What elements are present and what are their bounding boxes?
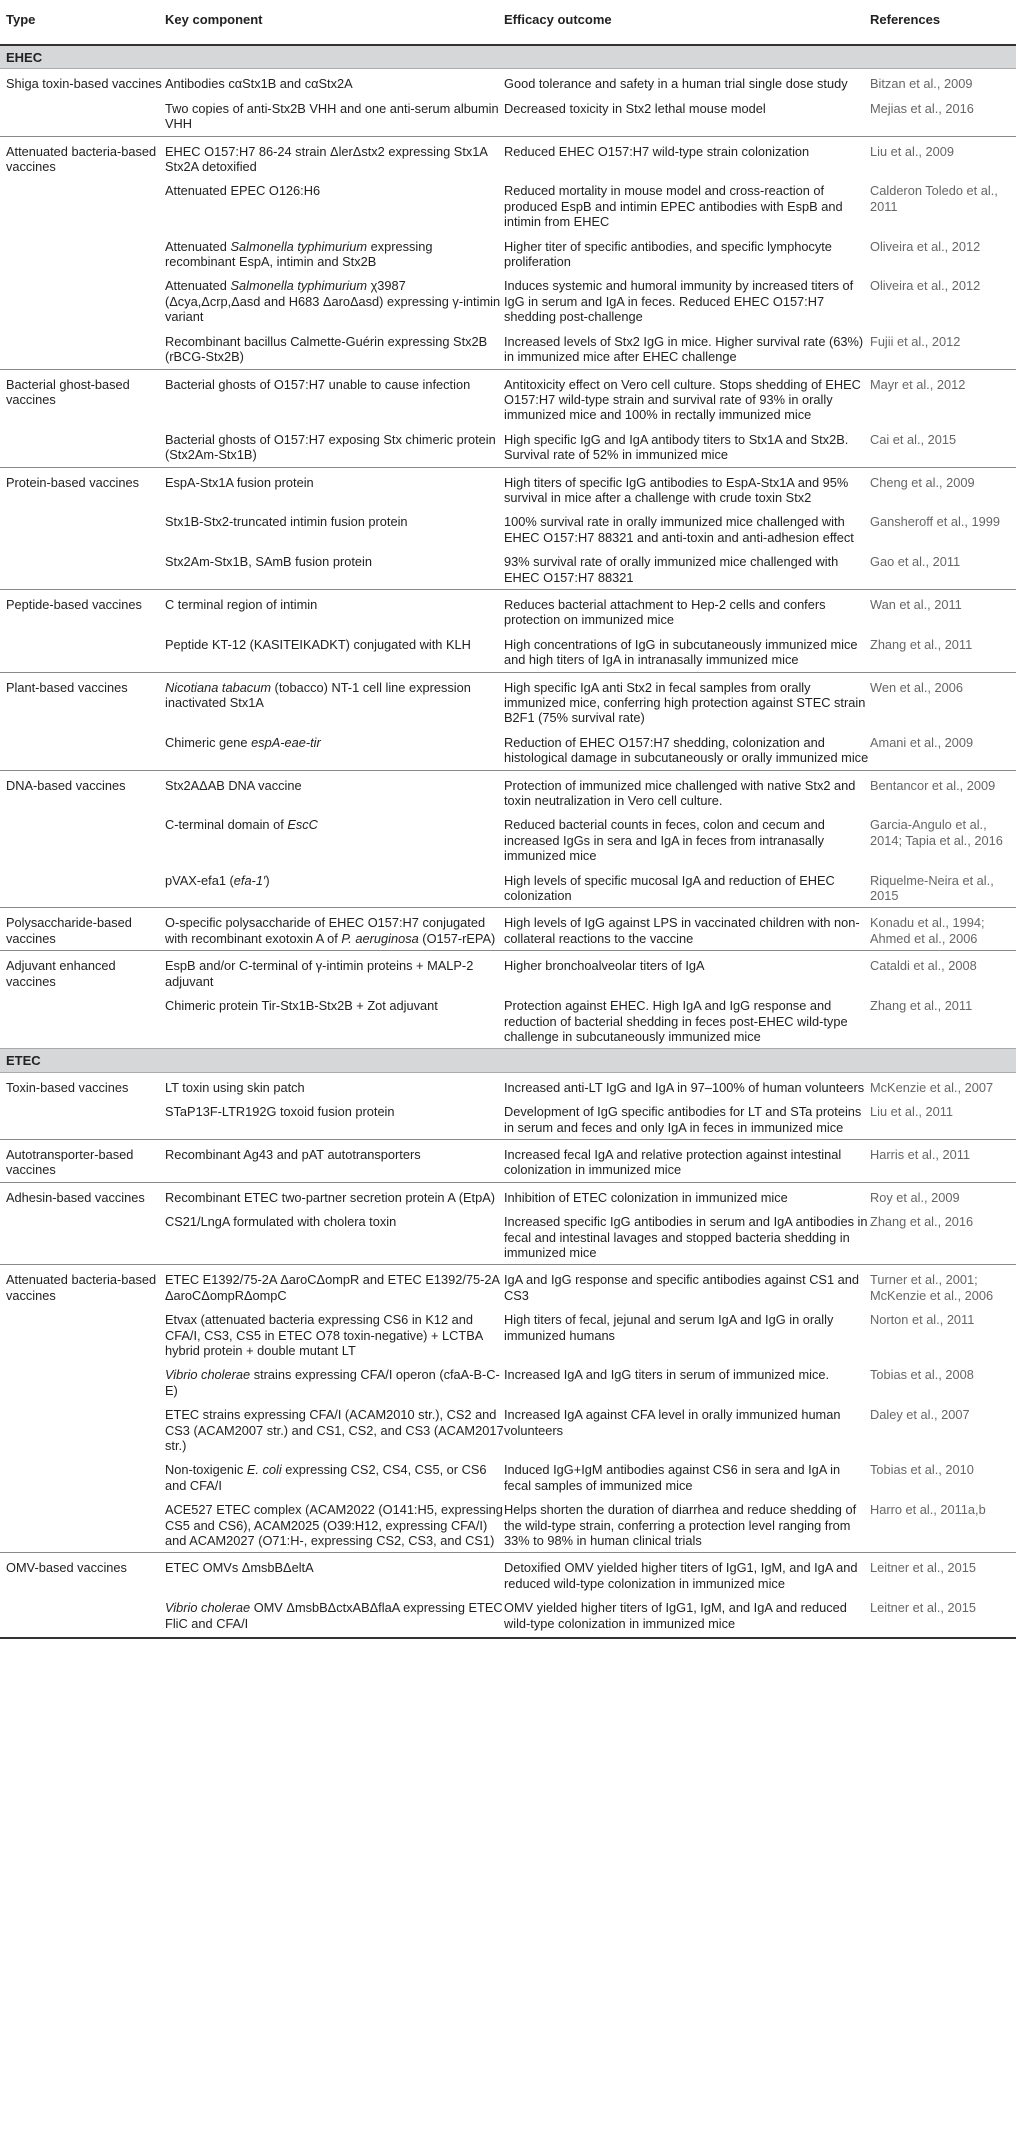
cell-type <box>0 1362 165 1402</box>
cell-reference: Norton et al., 2011 <box>870 1312 975 1328</box>
cell-key-component: C terminal region of intimin <box>165 589 504 631</box>
cell-type <box>0 273 165 328</box>
cell-key-component: Chimeric protein Tir-Stx1B-Stx2B + Zot adjuvant <box>165 998 438 1014</box>
table-row <box>0 672 1016 730</box>
cell-efficacy-outcome: Helps shorten the duration of diarrhea and reduce shedding of the wild-type strain, conferring a protection level ranging from 33% to 98% in human clinical trials <box>504 1502 857 1549</box>
cell-key-component: C-terminal domain of EscC <box>165 817 318 833</box>
cell-efficacy-outcome: High specific IgG and IgA antibody titers to Stx1A and Stx2B. Survival rate of 52% in immunized mice <box>504 431 849 463</box>
cell-key-component: Attenuated EPEC O126:H6 <box>165 183 321 199</box>
table-row <box>0 509 1016 549</box>
cell-type <box>0 868 165 908</box>
cell-reference: Garcia-Angulo et al., 2014; Tapia et al., 2016 <box>870 817 1003 848</box>
cell-type <box>0 1402 165 1457</box>
cell-type <box>0 993 165 1049</box>
cell-efficacy-outcome: Reduced mortality in mouse model and cross-reaction of produced EspB and intimin EPEC antibodies with EspB and intimin from EHEC <box>504 183 843 230</box>
cell-key-component: ACE527 ETEC complex (ACAM2022 (O141:H5, expressing CS5 and CS6), ACAM2025 (O39:H12, expressing CFA/I) and ACAM2027 (O71:H-, expressing CS2, CS3, and CS1) <box>165 1502 503 1549</box>
cell-efficacy-outcome: Antitoxicity effect on Vero cell culture. Stops shedding of EHEC O157:H7 wild-type strain and survival rate of 93% in orally immunized mice and 100% in rectally immunized mice <box>504 369 870 427</box>
cell-key-component: ETEC OMVs ΔmsbBΔeltA <box>165 1553 504 1595</box>
cell-reference: Bentancor et al., 2009 <box>870 770 1016 812</box>
cell-efficacy-outcome: Reduction of EHEC O157:H7 shedding, colonization and histological damage in subcutaneously or orally immunized mice <box>504 734 869 766</box>
cell-type <box>0 509 165 549</box>
cell-reference: Amani et al., 2009 <box>870 734 974 750</box>
table-row <box>0 369 1016 427</box>
cell-key-component: Attenuated Salmonella typhimurium χ3987 (Δcya,Δcrp,Δasd and H683 ΔaroΔasd) expressing γ-intimin variant <box>165 278 501 325</box>
cell-key-component: O-specific polysaccharide of EHEC O157:H7 conjugated with recombinant exotoxin A of P. aeruginosa (O157-rEPA) <box>165 908 504 951</box>
cell-reference: Oliveira et al., 2012 <box>870 238 981 254</box>
header-key-component: Key component <box>165 0 504 45</box>
table-row <box>0 1595 1016 1638</box>
cell-efficacy-outcome: Detoxified OMV yielded higher titers of IgG1, IgM, and IgA and reduced wild-type colonization in immunized mice <box>504 1553 870 1595</box>
cell-efficacy-outcome: OMV yielded higher titers of IgG1, IgM, and IgA and reduced wild-type colonization in immunized mice <box>504 1595 870 1638</box>
table-row <box>0 1553 1016 1595</box>
cell-type: Plant-based vaccines <box>0 672 165 730</box>
cell-type <box>0 812 165 867</box>
header-row <box>0 0 1016 45</box>
cell-key-component: STaP13F-LTR192G toxoid fusion protein <box>165 1104 395 1120</box>
cell-type: Peptide-based vaccines <box>0 589 165 631</box>
table-row <box>0 1497 1016 1553</box>
cell-key-component: Attenuated Salmonella typhimurium expressing recombinant EspA, intimin and Stx2B <box>165 238 433 270</box>
cell-type <box>0 1457 165 1497</box>
table-row <box>0 1307 1016 1362</box>
cell-type: Polysaccharide-based vaccines <box>0 908 165 951</box>
cell-efficacy-outcome: Good tolerance and safety in a human trial single dose study <box>504 76 848 92</box>
cell-reference: Harro et al., 2011a,b <box>870 1502 986 1518</box>
cell-efficacy-outcome: 93% survival rate of orally immunized mice challenged with EHEC O157:H7 88321 <box>504 554 839 585</box>
cell-key-component: LT toxin using skin patch <box>165 1079 305 1095</box>
cell-type: OMV-based vaccines <box>0 1553 165 1595</box>
cell-reference: McKenzie et al., 2007 <box>870 1079 994 1095</box>
cell-reference: Riquelme-Neira et al., 2015 <box>870 872 994 904</box>
cell-efficacy-outcome: High concentrations of IgG in subcutaneously immunized mice and high titers of IgA in intranasally immunized mice <box>504 636 858 668</box>
cell-efficacy-outcome: Decreased toxicity in Stx2 lethal mouse model <box>504 100 766 116</box>
cell-key-component: Peptide KT-12 (KASITEIKADKT) conjugated with KLH <box>165 636 471 652</box>
cell-reference: Calderon Toledo et al., 2011 <box>870 183 998 214</box>
cell-efficacy-outcome: IgA and IgG response and specific antibodies against CS1 and CS3 <box>504 1265 870 1307</box>
header-references: References <box>870 0 1016 45</box>
cell-type: Attenuated bacteria-based vaccines <box>0 1265 165 1307</box>
table-row <box>0 178 1016 233</box>
cell-efficacy-outcome: Increased anti-LT IgG and IgA in 97–100% of human volunteers <box>504 1079 865 1095</box>
table-row <box>0 868 1016 908</box>
cell-efficacy-outcome: 100% survival rate in orally immunized mice challenged with EHEC O157:H7 88321 and anti-toxin and anti-adhesion effect <box>504 514 854 545</box>
cell-reference: Turner et al., 2001; McKenzie et al., 2006 <box>870 1265 1016 1307</box>
cell-type <box>0 427 165 467</box>
cell-type: Bacterial ghost-based vaccines <box>0 369 165 427</box>
cell-efficacy-outcome: Inhibition of ETEC colonization in immunized mice <box>504 1182 870 1209</box>
table-row <box>0 1265 1016 1307</box>
cell-key-component: ETEC E1392/75-2A ΔaroCΔompR and ETEC E1392/75-2A ΔaroCΔompRΔompC <box>165 1265 504 1307</box>
cell-key-component: CS21/LngA formulated with cholera toxin <box>165 1214 397 1230</box>
table-row <box>0 908 1016 951</box>
cell-type <box>0 730 165 770</box>
cell-key-component: Recombinant ETEC two-partner secretion protein A (EtpA) <box>165 1182 504 1209</box>
table-row <box>0 730 1016 770</box>
cell-efficacy-outcome: Increased fecal IgA and relative protection against intestinal colonization in immunized mice <box>504 1139 870 1182</box>
cell-efficacy-outcome: Increased IgA and IgG titers in serum of immunized mice. <box>504 1367 830 1383</box>
table-row <box>0 69 1016 96</box>
cell-type <box>0 549 165 589</box>
table-row <box>0 1362 1016 1402</box>
table-row <box>0 329 1016 369</box>
cell-type <box>0 1595 165 1638</box>
table-row <box>0 589 1016 631</box>
cell-type: Shiga toxin-based vaccines <box>6 76 162 92</box>
cell-type <box>0 1307 165 1362</box>
cell-type: Toxin-based vaccines <box>6 1079 129 1095</box>
table-row <box>0 549 1016 589</box>
cell-reference: Harris et al., 2011 <box>870 1139 1016 1182</box>
cell-reference: Liu et al., 2009 <box>870 136 1016 178</box>
cell-key-component: Etvax (attenuated bacteria expressing CS6 in K12 and CFA/I, CS3, CS5 in ETEC O78 toxin-negative) + LCTBA hybrid protein + double mutant LT <box>165 1312 483 1358</box>
cell-reference: Daley et al., 2007 <box>870 1407 970 1423</box>
cell-type: Attenuated bacteria-based vaccines <box>0 136 165 178</box>
table-row <box>0 273 1016 328</box>
cell-efficacy-outcome: High levels of specific mucosal IgA and reduction of EHEC colonization <box>504 872 835 904</box>
cell-key-component: Vibrio cholerae OMV ΔmsbBΔctxABΔflaA expressing ETEC FliC and CFA/I <box>165 1595 504 1638</box>
table-row <box>0 1099 1016 1139</box>
cell-reference: Gao et al., 2011 <box>870 554 961 570</box>
cell-reference: Konadu et al., 1994; Ahmed et al., 2006 <box>870 908 1016 951</box>
table-row <box>0 1139 1016 1182</box>
cell-efficacy-outcome: Increased levels of Stx2 IgG in mice. Higher survival rate (63%) in immunized mice after EHEC challenge <box>504 333 864 365</box>
cell-efficacy-outcome: Protection against EHEC. High IgA and IgG response and reduction of bacterial shedding in feces post-EHEC wild-type challenge in subcutaneously immunized mice <box>504 998 848 1044</box>
cell-key-component: EHEC O157:H7 86-24 strain ΔlerΔstx2 expressing Stx1A Stx2A detoxified <box>165 136 504 178</box>
table-row <box>0 96 1016 136</box>
cell-key-component: ETEC strains expressing CFA/I (ACAM2010 str.), CS2 and CS3 (ACAM2007 str.) and CS1, CS2, and CS3 (ACAM2017 str.) <box>165 1407 504 1454</box>
table-row <box>0 136 1016 178</box>
cell-type: Adjuvant enhanced vaccines <box>0 951 165 993</box>
cell-reference: Liu et al., 2011 <box>870 1104 954 1120</box>
cell-reference: Roy et al., 2009 <box>870 1182 1016 1209</box>
cell-efficacy-outcome: Reduces bacterial attachment to Hep-2 cells and confers protection on immunized mice <box>504 589 870 631</box>
header-efficacy-outcome: Efficacy outcome <box>504 0 870 45</box>
cell-efficacy-outcome: Induced IgG+IgM antibodies against CS6 in sera and IgA in fecal samples of immunized mice <box>504 1462 841 1493</box>
cell-efficacy-outcome: High titers of specific IgG antibodies to EspA-Stx1A and 95% survival in mice after a challenge with crude toxin Stx2 <box>504 467 870 509</box>
cell-key-component: EspB and/or C-terminal of γ-intimin proteins + MALP-2 adjuvant <box>165 951 504 993</box>
cell-key-component: Two copies of anti-Stx2B VHH and one anti-serum albumin VHH <box>165 100 499 132</box>
cell-key-component: Stx2AΔAB DNA vaccine <box>165 770 504 812</box>
cell-type: Autotransporter-based vaccines <box>0 1139 165 1182</box>
table-row <box>0 427 1016 467</box>
cell-reference: Wan et al., 2011 <box>870 589 1016 631</box>
cell-type: Protein-based vaccines <box>0 467 165 509</box>
cell-type <box>0 96 165 136</box>
cell-reference: Fujii et al., 2012 <box>870 333 961 349</box>
cell-efficacy-outcome: Reduced bacterial counts in feces, colon and cecum and increased IgGs in sera and IgA in feces from intranasally immunized mice <box>504 817 825 864</box>
cell-reference: Leitner et al., 2015 <box>870 1553 1016 1595</box>
section-title: ETEC <box>0 1049 1016 1072</box>
cell-key-component: Stx2Am-Stx1B, SAmB fusion protein <box>165 554 372 570</box>
cell-reference: Mejias et al., 2016 <box>870 100 974 116</box>
cell-reference: Oliveira et al., 2012 <box>870 278 981 294</box>
cell-reference: Tobias et al., 2008 <box>870 1367 974 1383</box>
cell-type: Adhesin-based vaccines <box>0 1182 165 1209</box>
cell-reference: Cheng et al., 2009 <box>870 467 1016 509</box>
section-header-row <box>0 45 1016 69</box>
cell-reference: Bitzan et al., 2009 <box>870 76 973 92</box>
cell-efficacy-outcome: High specific IgA anti Stx2 in fecal samples from orally immunized mice, conferring high protection against STEC strain B2F1 (75% survival rate) <box>504 672 870 730</box>
cell-reference: Tobias et al., 2010 <box>870 1462 974 1478</box>
table-row <box>0 467 1016 509</box>
cell-type <box>0 178 165 233</box>
cell-key-component: Stx1B-Stx2-truncated intimin fusion protein <box>165 514 408 530</box>
cell-type <box>0 1099 165 1139</box>
cell-type <box>0 1209 165 1265</box>
cell-efficacy-outcome: High levels of IgG against LPS in vaccinated children with non-collateral reactions to the vaccine <box>504 908 870 951</box>
cell-type <box>0 234 165 274</box>
cell-reference: Zhang et al., 2011 <box>870 998 973 1014</box>
cell-key-component: Recombinant bacillus Calmette-Guérin expressing Stx2B (rBCG-Stx2B) <box>165 333 488 365</box>
cell-key-component: Nicotiana tabacum (tobacco) NT-1 cell line expression inactivated Stx1A <box>165 672 504 730</box>
cell-key-component: Recombinant Ag43 and pAT autotransporters <box>165 1139 504 1182</box>
cell-efficacy-outcome: Reduced EHEC O157:H7 wild-type strain colonization <box>504 136 870 178</box>
table-row <box>0 632 1016 672</box>
table-row <box>0 1457 1016 1497</box>
table-row <box>0 234 1016 274</box>
cell-type: DNA-based vaccines <box>0 770 165 812</box>
cell-key-component: Chimeric gene espA-eae-tir <box>165 734 321 750</box>
cell-efficacy-outcome: Development of IgG specific antibodies for LT and STa proteins in serum and feces and only IgA in feces in immunized mice <box>504 1104 862 1135</box>
cell-efficacy-outcome: Higher bronchoalveolar titers of IgA <box>504 951 870 993</box>
cell-key-component: Antibodies cαStx1B and cαStx2A <box>165 76 353 92</box>
cell-reference: Wen et al., 2006 <box>870 672 1016 730</box>
cell-type <box>0 1497 165 1553</box>
table-row <box>0 1182 1016 1209</box>
cell-efficacy-outcome: High titers of fecal, jejunal and serum IgA and IgG in orally immunized humans <box>504 1312 834 1343</box>
cell-type <box>0 632 165 672</box>
table-body <box>0 45 1016 1638</box>
header-type: Type <box>0 0 165 45</box>
cell-reference: Gansheroff et al., 1999 <box>870 514 1000 530</box>
cell-reference: Mayr et al., 2012 <box>870 369 1016 427</box>
cell-reference: Zhang et al., 2011 <box>870 636 973 652</box>
cell-efficacy-outcome: Protection of immunized mice challenged with native Stx2 and toxin neutralization in Vero cell culture. <box>504 770 870 812</box>
table-row <box>0 770 1016 812</box>
cell-efficacy-outcome: Increased IgA against CFA level in orally immunized human volunteers <box>504 1407 841 1438</box>
cell-reference: Leitner et al., 2015 <box>870 1595 1016 1638</box>
cell-efficacy-outcome: Increased specific IgG antibodies in serum and IgA antibodies in fecal and intestinal lavages and stopped bacteria shedding in immunized mice <box>504 1214 868 1260</box>
table-row <box>0 993 1016 1049</box>
section-header-row <box>0 1049 1016 1072</box>
cell-reference: Cataldi et al., 2008 <box>870 951 1016 993</box>
cell-type <box>0 329 165 369</box>
cell-reference: Cai et al., 2015 <box>870 431 957 447</box>
cell-key-component: Bacterial ghosts of O157:H7 exposing Stx chimeric protein (Stx2Am-Stx1B) <box>165 431 496 463</box>
table-row <box>0 1072 1016 1099</box>
table-row <box>0 951 1016 993</box>
cell-reference: Zhang et al., 2016 <box>870 1214 974 1230</box>
section-title: EHEC <box>0 45 1016 69</box>
table-row <box>0 812 1016 867</box>
cell-efficacy-outcome: Induces systemic and humoral immunity by increased titers of IgG in serum and IgA in feces. Reduced EHEC O157:H7 shedding post-challenge <box>504 278 854 325</box>
cell-key-component: Bacterial ghosts of O157:H7 unable to cause infection <box>165 369 504 427</box>
cell-key-component: EspA-Stx1A fusion protein <box>165 467 504 509</box>
table-row <box>0 1402 1016 1457</box>
cell-key-component: Non-toxigenic E. coli expressing CS2, CS4, CS5, or CS6 and CFA/I <box>165 1462 487 1493</box>
cell-efficacy-outcome: Higher titer of specific antibodies, and specific lymphocyte proliferation <box>504 238 832 270</box>
cell-key-component: pVAX-efa1 (efa-1′) <box>165 872 270 888</box>
table-row <box>0 1209 1016 1265</box>
cell-key-component: Vibrio cholerae strains expressing CFA/I operon (cfaA-B-C-E) <box>165 1367 500 1398</box>
